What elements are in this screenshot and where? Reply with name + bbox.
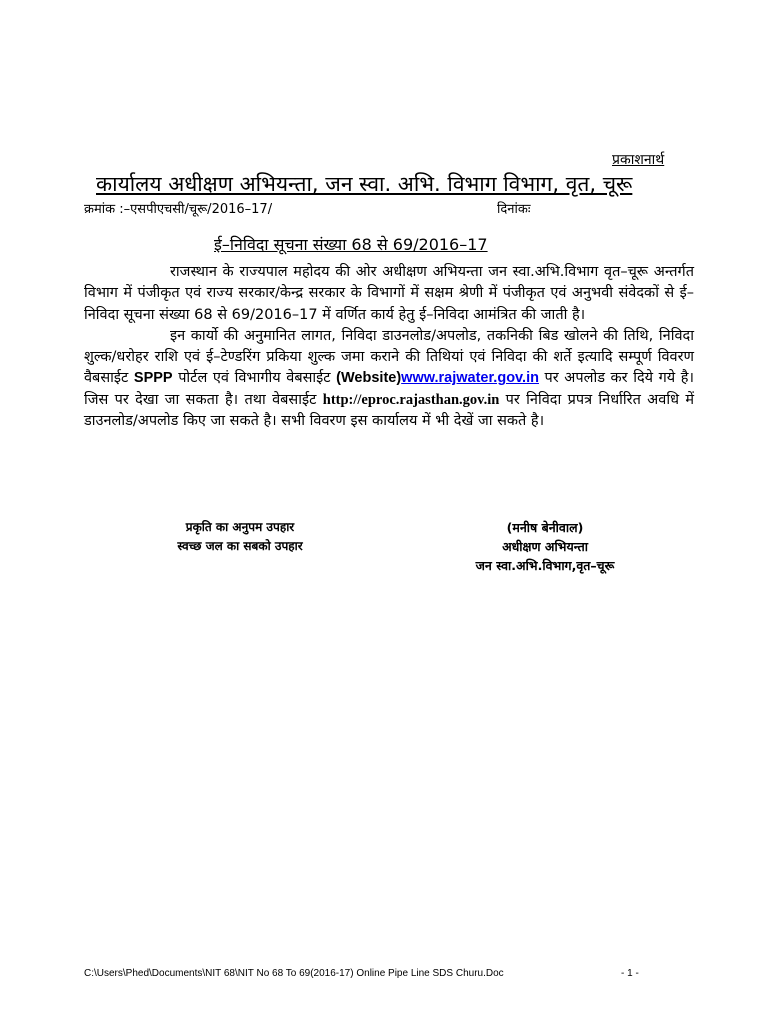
reference-number: क्रमांक :–एसपीएचसी/चूरू/2016–17/ — [84, 202, 273, 217]
publication-label: प्रकाशनार्थ — [612, 152, 665, 168]
sppp-label: SPPP — [133, 370, 173, 387]
date-label: दिनांकः — [497, 202, 531, 217]
signature-block — [440, 518, 650, 575]
details-text-2: पोर्टल एवं विभागीय वेबसाईट — [172, 370, 337, 387]
signatory-office: जन स्वा.अभि.विभाग,वृत–चूरू — [475, 558, 615, 573]
slogan-line-2: स्वच्छ जल का सबको उपहार — [177, 539, 303, 553]
details-text-4: पर निविदा प्रपत्र निर्धारित अवधि में डाउनलोड/अपलोड किए जा सकते है। सभी विवरण इस कार्यालय में भी देखें जा सकते है। — [84, 391, 694, 430]
website-word: (Website) — [336, 370, 402, 387]
signatory-name: (मनीष बेनीवाल) — [506, 520, 584, 535]
paragraph-details — [84, 326, 694, 432]
details-text-1: इन कार्यो की अनुमानित लागत, निविदा डाउनलोड/अपलोड, तकनिकी बिड खोलने की तिथि, निविदा शुल्क/धरोहर राशि एवं ई–टेण्डरिंग प्रकिया शुल्क जमा कराने की तिथियां एवं निविदा की शर्ते इत्यादि सम्पूर्ण विवरण वैबसाईट — [84, 327, 694, 387]
footer-page-number: - 1 - — [621, 968, 639, 979]
notice-title: ई–निविदा सूचना संख्या 68 से 69/2016–17 — [214, 235, 488, 254]
office-title: कार्यालय अधीक्षण अभियन्ता, जन स्वा. अभि. विभाग विभाग, वृत, चूरू — [96, 172, 633, 196]
details-text-3: पर अपलोड कर दिये गये है। जिस पर देखा जा सकता है। तथा वेबसाईट — [84, 370, 694, 408]
notice-body — [84, 262, 694, 432]
eproc-link[interactable]: http://eproc.rajasthan.gov.in — [322, 391, 500, 408]
footer-file-path: C:\Users\Phed\Documents\NIT 68\NIT No 68 To 69(2016-17) Online Pipe Line SDS Churu.Doc — [84, 968, 504, 979]
slogan-line-1: प्रकृति का अनुपम उपहार — [185, 520, 295, 534]
rajwater-link[interactable]: www.rajwater.gov.in — [401, 370, 539, 387]
signatory-designation: अधीक्षण अभियन्ता — [502, 539, 588, 554]
slogan-block — [150, 518, 330, 556]
paragraph-invitation: राजस्थान के राज्यपाल महोदय की ओर अधीक्षण अभियन्ता जन स्वा.अभि.विभाग वृत–चूरू अन्तर्गत विभाग में पंजीकृत एवं राज्य सरकार/केन्द्र सरकार के विभागों में सक्षम श्रेणी में पंजीकृत एवं अनुभवी संवेदकों से ई–निविदा सूचना संख्या 68 से 69/2016–17 में वर्णित कार्य हेतु ई–निविदा आमंत्रित की जाती है। — [84, 264, 694, 323]
